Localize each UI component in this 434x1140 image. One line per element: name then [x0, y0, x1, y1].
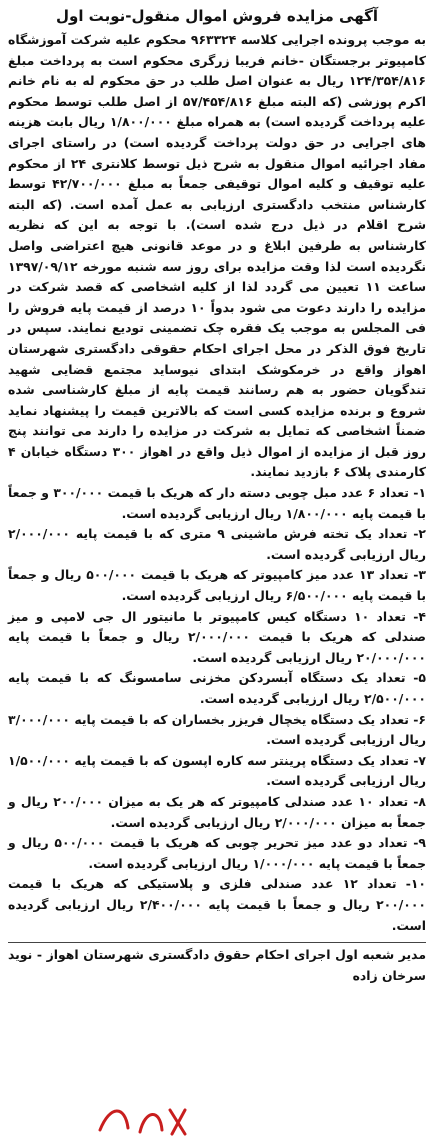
item-list	[8, 483, 426, 936]
notice-body: به موجب پرونده اجرایی کلاسه ۹۶۳۳۲۴ محکوم علیه شرکت آموزشگاه کامپیوتر برجستگان -خانم فریبا زرگری محکوم است به پرداخت مبلغ ۱۲۴/۳۵۴/۸۱۶ ریال به عنوان اصل طلب در حق محکوم له به نام خانم اکرم پوزشی (که البته مبلغ ۵۷/۴۵۴/۸۱۶ از اصل طلب توسط محکوم علیه پرداخت گردیده است) به همراه مبلغ ۱/۸۰۰/۰۰۰ ریال بابت هزینه های اجرایی در حق دولت پرداخت گردیده است) در راستای اجرای مفاد اجرائیه اموال منقول به شرح ذیل توسط کلانتری ۲۴ از محکوم علیه توقیف و کلیه اموال توقیفی جمعاً به مبلغ ۴۲/۷۰۰/۰۰۰ توسط کارشناس منتخب دادگستری ارزیابی به عمل آمده است. (که البته شرح اقلام در ذیل درج شده است). با توجه به این که نظریه کارشناس به طرفین ابلاغ و در موعد قانونی هیچ اعتراضی واصل نگردیده است لذا وقت مزایده برای روز سه شنبه مورخه ۱۳۹۷/۰۹/۱۲ ساعت ۱۱ تعیین می گردد لذا از کلیه اشخاصی که قصد شرکت در مزایده را دارند دعوت می شود بدواً ۱۰ درصد از قیمت پایه فروش را فی المجلس به موجب یک فقره چک تضمینی تودیع نمایند. سپس در تاریخ فوق الذکر در محل اجرای احکام حقوقی دادگستری شهرستان اهواز واقع در خرمکوشک ابتدای نیوساید مجتمع قضایی شهید تندگویان حضور به هم رسانند قیمت پایه از مبلغ کارشناسی شده شروع و برنده مزایده کسی است که بالاترین قیمت را پیشنهاد نماید ضمناً اشخاصی که تمایل به شرکت در مزایده را دارند می توانند پنج روز قبل از مزایده از اموال ذیل واقع در اهواز ۳۰۰ دستگاه خیابان ۴ کارمندی پلاک ۶ بازدید نمایند.	[8, 32, 427, 480]
signature-line: مدیر شعبه اول اجرای احکام حقوق دادگستری شهرستان اهواز - نوید سرخان زاده	[8, 942, 426, 986]
list-item: ۳- تعداد ۱۳ عدد میز کامپیوتر که هریک با قیمت ۵۰۰/۰۰۰ ریال و جمعاً با قیمت پایه ۶/۵۰۰/۰۰۰ ریال ارزیابی گردیده است.	[8, 567, 426, 604]
list-item: ۸- تعداد ۱۰ عدد صندلی کامپیوتر که هر یک به میزان ۲۰۰/۰۰۰ ریال و جمعاً به میزان ۲/۰۰۰/۰۰۰ ریال ارزیابی گردیده است.	[8, 793, 426, 830]
list-item: ۷- تعداد یک دستگاه پرینتر سه کاره اپسون که با قیمت پایه ۱/۵۰۰/۰۰۰ ریال ارزیابی گردیده است.	[8, 752, 426, 789]
list-item: ۲- تعداد یک تخته فرش ماشینی ۹ متری که با قیمت پایه ۲/۰۰۰/۰۰۰ ریال ارزیابی گردیده است.	[8, 526, 426, 562]
list-item: ۱۰- تعداد ۱۲ عدد صندلی فلزی و پلاستیکی که هریک با قیمت ۲۰۰/۰۰۰ ریال و جمعاً با قیمت پایه ۲/۴۰۰/۰۰۰ ریال ارزیابی گردیده است.	[8, 876, 426, 933]
list-item: ۵- تعداد یک دستگاه آبسردکن مخزنی سامسونگ که با قیمت پایه ۲/۵۰۰/۰۰۰ ریال ارزیابی گردیده است.	[8, 670, 426, 706]
list-item: ۹- تعداد دو عدد میز تحریر چوبی که هریک با قیمت ۵۰۰/۰۰۰ ریال و جمعاً با قیمت پایه ۱/۰۰۰/۰۰۰ ریال ارزیابی گردیده است.	[8, 835, 426, 871]
list-item: ۴- تعداد ۱۰ دستگاه کیس کامپیوتر با مانیتور ال جی لامپی و میز صندلی که هریک با قیمت ۲/۰۰۰/۰۰۰ ریال و جمعاً با قیمت پایه ۲۰/۰۰۰/۰۰۰ ریال ارزیابی گردیده است.	[8, 608, 426, 665]
notice-title: آگهی مزایده فروش اموال منقول-نوبت اول	[55, 7, 378, 25]
list-item: ۶- تعداد یک دستگاه یخچال فریزر بخساران که با قیمت پایه ۳/۰۰۰/۰۰۰ ریال ارزیابی گردیده است.	[8, 711, 426, 748]
list-item: ۱- تعداد ۶ عدد مبل چوبی دسته دار که هریک با قیمت ۳۰۰/۰۰۰ و جمعاً با قیمت پایه ۱/۸۰۰/۰۰۰ ریال ارزیابی گردیده است.	[8, 485, 427, 521]
